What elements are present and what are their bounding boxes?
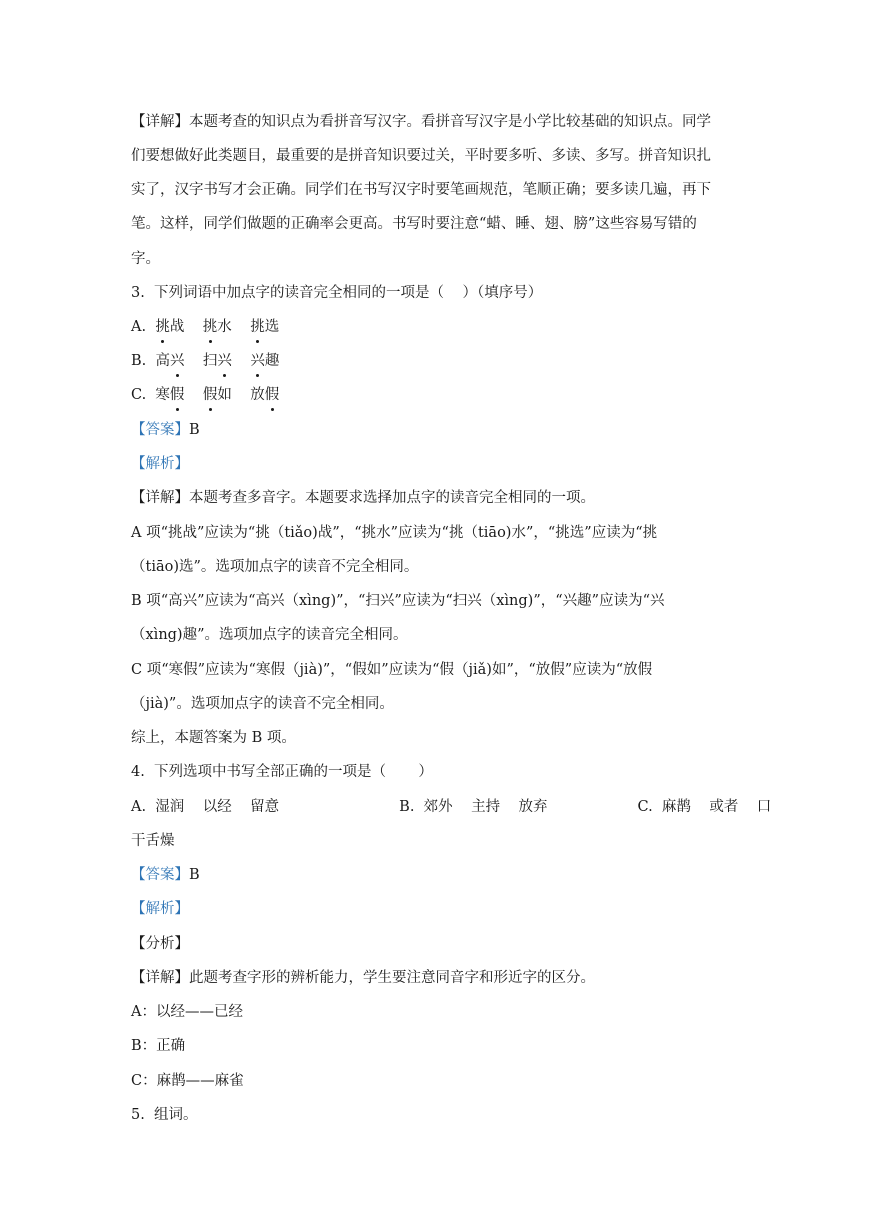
detail-paragraph-line: 们要想做好此类题目，最重要的是拼音知识要过关，平时要多听、多读、多写。拼音知识扎 — [131, 148, 711, 164]
dotted-char: 假 — [202, 387, 218, 403]
detail-line: （xìng)趣”。选项加点字的读音完全相同。 — [131, 627, 408, 643]
question-4-stem: 4. 下列选项中书写全部正确的一项是（ ） — [131, 764, 433, 780]
text-span: 扫 — [202, 353, 218, 369]
answer-line — [131, 865, 200, 885]
analysis-tag: 【解析】 — [131, 456, 189, 472]
text-span: 战 — [169, 319, 185, 335]
text-span: C. — [131, 387, 147, 403]
option-b: B. 郊外 主持 放弃 — [399, 799, 548, 815]
question-3-stem: 3. 下列词语中加点字的读音完全相同的一项是（ ）（填序号） — [131, 285, 543, 301]
answer-value: B — [189, 422, 200, 438]
text-span: 寒 — [155, 387, 170, 403]
text-span: 如 — [217, 387, 232, 403]
dotted-char: 假 — [264, 387, 280, 403]
answer-tag: 【答案】 — [131, 422, 189, 438]
analysis-heading: 【分析】 — [131, 936, 189, 952]
text-span: 水 — [217, 319, 232, 335]
detail-paragraph-line: 字。 — [131, 251, 160, 267]
detail-line: 【详解】此题考查字形的辨析能力，学生要注意同音字和形近字的区分。 — [131, 970, 595, 986]
detail-paragraph-line: 实了，汉字书写才会正确。同学们在书写汉字时要笔画规范，笔顺正确；要多读几遍，再下 — [131, 182, 711, 198]
text-span: 选 — [264, 319, 280, 335]
detail-line: 【详解】本题考查多音字。本题要求选择加点字的读音完全相同的一项。 — [131, 490, 595, 506]
text-span: B. — [131, 353, 147, 369]
dotted-char: 挑 — [250, 319, 265, 335]
text-span: 高 — [155, 353, 170, 369]
option-c: C. 麻鹊 或者 口 — [637, 799, 772, 815]
detail-line: A 项“挑战”应读为“挑（tiǎo)战”，“挑水”应读为“挑（tiāo)水”，“挑选”应读为“挑 — [131, 525, 658, 541]
correction-c: C：麻鹊——麻雀 — [131, 1073, 244, 1089]
analysis-tag: 【解析】 — [131, 901, 189, 917]
dotted-char: 挑 — [155, 319, 170, 335]
detail-line: C 项“寒假”应读为“寒假（jià)”，“假如”应读为“假（jiǎ)如”，“放假”应读为“放假 — [131, 662, 653, 678]
dotted-char: 兴 — [250, 353, 265, 369]
answer-tag: 【答案】 — [131, 867, 189, 883]
detail-paragraph-line: 【详解】本题考查的知识点为看拼音写汉字。看拼音写汉字是小学比较基础的知识点。同学 — [131, 114, 711, 130]
correction-a: A：以经——已经 — [131, 1004, 243, 1020]
dotted-char: 兴 — [169, 353, 185, 369]
question-4-options — [131, 797, 771, 817]
detail-line: （tiāo)选”。选项加点字的读音不完全相同。 — [131, 559, 419, 575]
dotted-char: 兴 — [217, 353, 232, 369]
question-4-option-c-cont: 干舌燥 — [131, 833, 175, 849]
answer-value: B — [189, 867, 200, 883]
detail-line: 综上，本题答案为 B 项。 — [131, 730, 296, 746]
dotted-char: 假 — [169, 387, 185, 403]
text-span: A. — [131, 319, 147, 335]
dotted-char: 挑 — [202, 319, 218, 335]
answer-line — [131, 420, 200, 440]
question-3-option-a — [131, 317, 279, 337]
detail-paragraph-line: 笔。这样，同学们做题的正确率会更高。书写时要注意“蜡、睡、翅、膀”这些容易写错的 — [131, 216, 697, 232]
detail-line: （jià)”。选项加点字的读音不完全相同。 — [131, 696, 394, 712]
correction-b: B：正确 — [131, 1038, 186, 1054]
question-3-option-b — [131, 351, 279, 371]
text-span: 放 — [250, 387, 265, 403]
text-span: 趣 — [264, 353, 280, 369]
detail-line: B 项“高兴”应读为“高兴（xìng)”，“扫兴”应读为“扫兴（xìng)”，“兴趣”应读为“兴 — [131, 593, 665, 609]
question-3-option-c — [131, 385, 279, 405]
option-a: A. 湿润 以经 留意 — [131, 799, 280, 815]
question-5-stem: 5. 组词。 — [131, 1107, 198, 1123]
